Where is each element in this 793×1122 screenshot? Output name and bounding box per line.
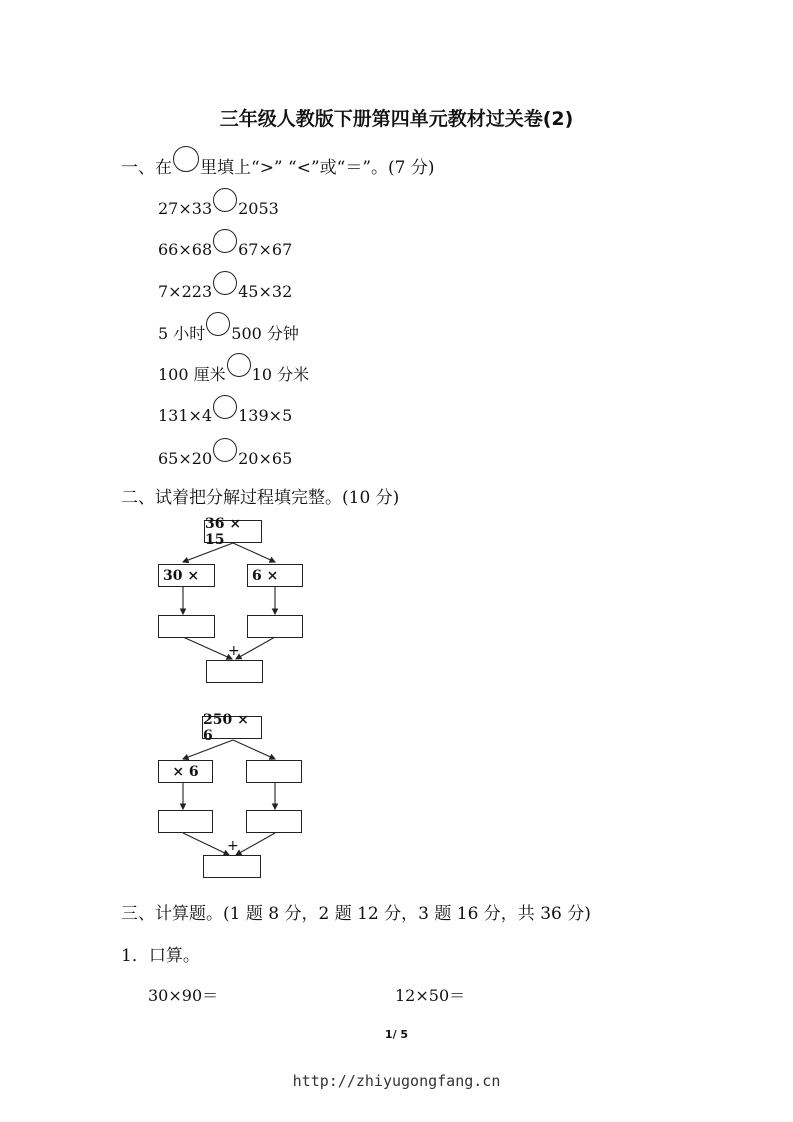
- diagram-1-right-box[interactable]: 6 ×: [247, 564, 303, 587]
- compare-circle-icon[interactable]: [213, 271, 237, 295]
- calc-item-1: 30×90＝: [148, 986, 219, 1005]
- compare-right: 20×65: [238, 448, 293, 468]
- compare-circle-icon[interactable]: [206, 312, 230, 336]
- compare-item-3: [158, 279, 292, 303]
- compare-left: 7×223: [158, 281, 213, 301]
- diagram-2-right-box[interactable]: [246, 760, 302, 783]
- section3-sub1: 1．口算。: [121, 946, 200, 966]
- compare-item-6: [158, 403, 292, 427]
- compare-item-1: [158, 196, 279, 220]
- section1-heading-suffix: 里填上“>” “<”或“＝”。(7 分): [200, 157, 435, 178]
- compare-right: 500 分钟: [231, 323, 299, 343]
- plus-sign: +: [227, 838, 239, 854]
- compare-item-7: [158, 446, 292, 470]
- compare-left: 131×4: [158, 405, 213, 425]
- compare-right: 67×67: [238, 239, 293, 259]
- diagram-1-right-result-box[interactable]: [247, 615, 303, 638]
- diagram-2-right-result-box[interactable]: [246, 810, 302, 833]
- answer-circle-icon: [173, 146, 199, 172]
- compare-item-4: [158, 320, 299, 344]
- diagram-1-sum-box[interactable]: [206, 660, 263, 683]
- compare-circle-icon[interactable]: [213, 229, 237, 253]
- decomposition-diagram-2: [150, 712, 320, 887]
- section2-heading: 二、试着把分解过程填完整。(10 分): [121, 488, 400, 508]
- compare-item-5: [158, 361, 309, 385]
- compare-circle-icon[interactable]: [213, 188, 237, 212]
- compare-item-2: [158, 237, 292, 261]
- compare-right: 45×32: [238, 281, 293, 301]
- calc-item-2: 12×50＝: [395, 986, 466, 1005]
- diagram-2-sum-box[interactable]: [203, 855, 261, 878]
- page-number: 1/ 5: [384, 1028, 409, 1041]
- footer-url[interactable]: http://zhiyugongfang.cn: [292, 1072, 501, 1090]
- compare-right: 10 分米: [251, 364, 310, 384]
- diagram-1-top-box: 36 × 15: [204, 520, 262, 543]
- diagram-1-left-box[interactable]: 30 ×: [158, 564, 215, 587]
- section1-heading-prefix: 一、在: [121, 157, 172, 178]
- page-title: 三年级人教版下册第四单元教材过关卷(2): [219, 108, 574, 130]
- compare-circle-icon[interactable]: [227, 353, 251, 377]
- diagram-2-left-result-box[interactable]: [158, 810, 213, 833]
- compare-circle-icon[interactable]: [213, 395, 237, 419]
- compare-circle-icon[interactable]: [213, 438, 237, 462]
- compare-left: 27×33: [158, 198, 213, 218]
- compare-left: 66×68: [158, 239, 213, 259]
- section1-heading: [121, 152, 435, 178]
- compare-left: 100 厘米: [158, 364, 226, 384]
- plus-sign: +: [228, 643, 240, 659]
- diagram-1-left-result-box[interactable]: [158, 615, 215, 638]
- diagram-2-left-box[interactable]: × 6: [158, 760, 213, 783]
- compare-right: 139×5: [238, 405, 293, 425]
- compare-right: 2053: [238, 198, 279, 218]
- compare-left: 65×20: [158, 448, 213, 468]
- decomposition-diagram-1: [150, 515, 320, 690]
- diagram-2-top-box: 250 × 6: [202, 716, 262, 739]
- section3-heading: 三、计算题。(1 题 8 分，2 题 12 分，3 题 16 分，共 36 分): [121, 904, 591, 924]
- compare-left: 5 小时: [158, 323, 206, 343]
